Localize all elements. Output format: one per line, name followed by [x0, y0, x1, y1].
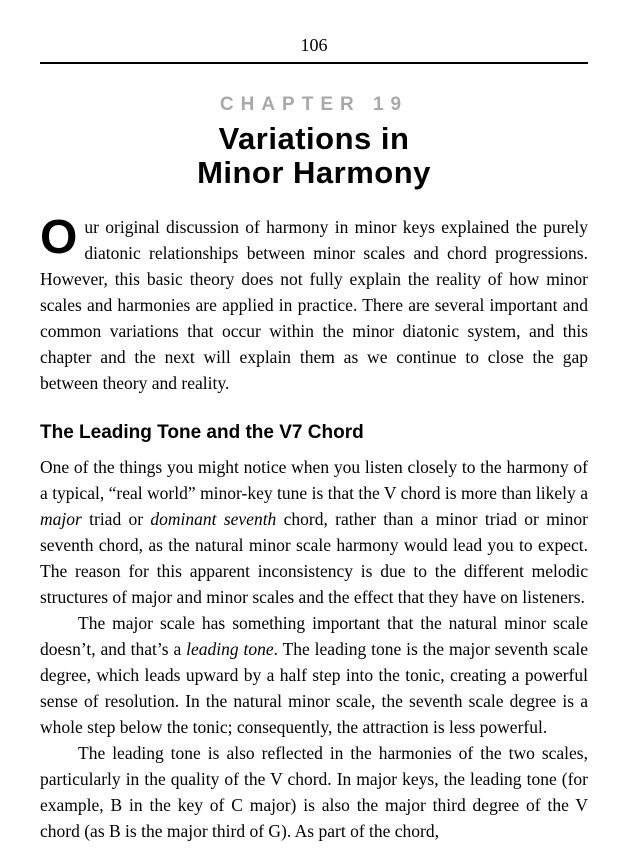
text-run: chord, rather than a minor triad or minor seventh chord, as the natural minor scale harmony would lead you to expect. The reason for this apparent inconsistency is due to the different melodic structures of major and minor scales and the effect that they have on listeners.	[40, 509, 588, 608]
drop-cap: O	[40, 211, 78, 265]
text-run: One of the things you might notice when you listen closely to the harmony of a typical, “real world” minor-key tune is that the V chord is more than likely a	[40, 457, 588, 504]
text-run: triad or	[81, 509, 151, 530]
text-run: The leading tone is also reflected in the harmonies of the two scales, particularly in the quality of the V chord. In major keys, the leading tone (for example, B in the key of C major) is also the major third degree of the V chord (as B is the major third of G). As part of the chord,	[40, 743, 588, 842]
italic-text-run: major	[40, 509, 82, 530]
chapter-title-line1: Variations in	[218, 121, 410, 156]
chapter-kicker: CHAPTER 19	[219, 94, 409, 115]
body-paragraph	[40, 610, 588, 740]
page-number: 106	[300, 35, 328, 55]
chapter-title	[40, 122, 588, 190]
chapter-title-line2: Minor Harmony	[197, 155, 431, 191]
intro-paragraph	[40, 211, 588, 396]
text-run: . The leading tone is the major seventh scale degree, which leads upward by a half step into the tonic, creating a powerful sense of resolution. In the natural minor scale, the seventh scale degree is a whole step below the tonic; consequently, the attraction is less powerful.	[40, 639, 588, 738]
body-paragraph	[40, 454, 588, 610]
chapter-head	[40, 94, 588, 190]
intro-text: ur original discussion of harmony in minor keys explained the purely diatonic relationships between minor scales and chord progressions. However, this basic theory does not fully explain the reality of how minor scales and harmonies are applied in practice. There are several important and common variations that occur within the minor diatonic system, and this chapter and the next will explain them as we continue to close the gap between theory and reality.	[40, 217, 588, 394]
header-rule	[40, 62, 588, 64]
body-paragraph	[40, 740, 588, 844]
italic-text-run: dominant seventh	[150, 509, 277, 530]
italic-text-run: leading tone	[186, 639, 274, 660]
text-run: The major scale has something important that the natural minor scale doesn’t, and that’s a	[40, 613, 588, 660]
page-header	[40, 36, 588, 64]
section-heading: The Leading Tone and the V7 Chord	[40, 422, 364, 444]
